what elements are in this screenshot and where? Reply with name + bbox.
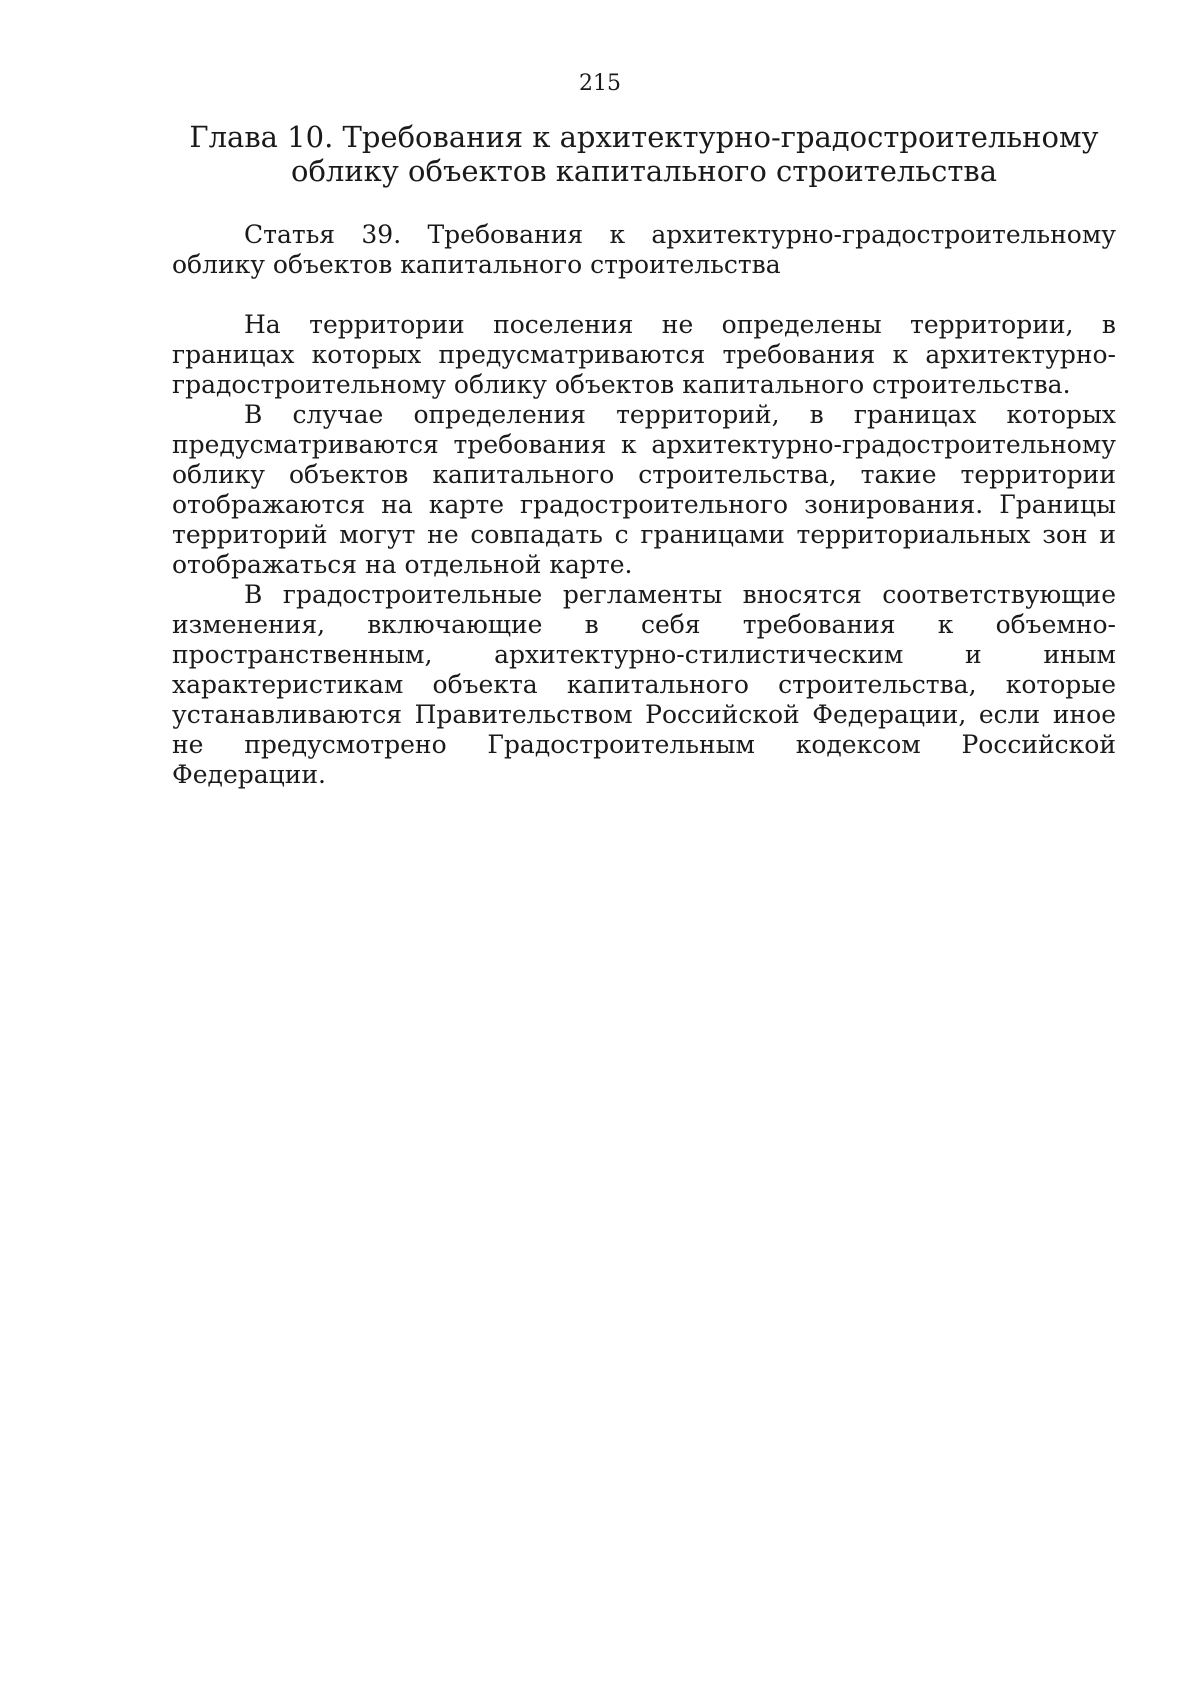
chapter-title: Глава 10. Требования к архитектурно-градостроительному облику объектов капитального строительства	[189, 120, 1099, 188]
paragraph: На территории поселения не определены территории, в границах которых предусматриваются требования к архитектурно-градостроительному облику объектов капитального строительства.	[172, 310, 1116, 399]
article-body	[172, 310, 1116, 790]
article-title: Статья 39. Требования к архитектурно-градостроительному облику объектов капитального строительства	[172, 220, 1116, 279]
page-number: 215	[579, 71, 621, 96]
paragraph: В градостроительные регламенты вносятся соответствующие изменения, включающие в себя требования к объемно-пространственным, архитектурно-стилистическим и иным характеристикам объекта капитального строительства, которые устанавливаются Правительством Российской Федерации, если иное не предусмотрено Градостроительным кодексом Российской Федерации.	[172, 580, 1116, 789]
paragraph: В случае определения территорий, в границах которых предусматриваются требования к архитектурно-градостроительному облику объектов капитального строительства, такие территории отображаются на карте градостроительного зонирования. Границы территорий могут не совпадать с границами территориальных зон и отображаться на отдельной карте.	[172, 400, 1116, 579]
